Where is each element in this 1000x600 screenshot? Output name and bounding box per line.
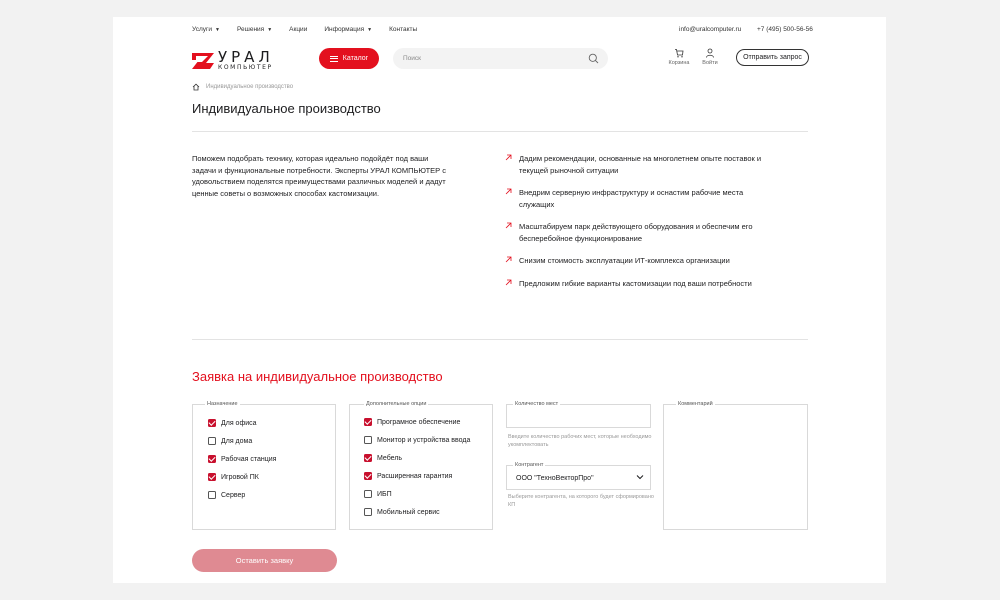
contractor-value: ООО "ТехноВекторПро" [516,475,594,482]
benefit-item: Масштабируем парк действующего оборудования и обеспечим его бесперебойное функционирование [505,221,765,244]
page-title: Индивидуальное производство [192,101,381,116]
checkbox-box [208,491,216,499]
breadcrumb-current: Индивидуальное производство [206,84,294,90]
purpose-home-checkbox[interactable]: Для дома [208,437,252,445]
logo-text-top: УРАЛ [218,48,274,66]
extras-mobile-service-checkbox[interactable]: Мобильный сервис [364,508,440,516]
benefit-item: Снизим стоимость эксплуатации ИТ-комплекса организации [505,255,765,267]
checkbox-box [364,472,372,480]
workplaces-field[interactable] [506,401,651,428]
extras-furniture-checkbox[interactable]: Мебель [364,454,402,462]
breadcrumb [192,83,293,91]
arrow-up-right-icon [505,256,512,263]
checkbox-box [364,436,372,444]
catalog-button[interactable] [319,48,379,69]
benefit-item: Предложим гибкие варианты кастомизации под ваши потребности [505,278,765,290]
benefit-item: Дадим рекомендации, основанные на многолетнем опыте поставок и текущей рыночной ситуации [505,153,765,176]
extras-warranty-checkbox[interactable]: Расширенная гарантия [364,472,452,480]
search-icon[interactable] [588,53,599,64]
comment-legend: Комментарий [678,401,713,407]
purpose-legend: Назначение [207,401,238,407]
search-input[interactable] [403,53,583,64]
nav-services[interactable]: Услуги ▼ [192,26,220,33]
intro-text: Поможем подобрать технику, которая идеально подойдёт под ваши задачи и функциональные потребности. Эксперты УРАЛ КОМПЬЮТЕР с удовольствием поделятся преимуществами различных моделей и дадут ценные советы о возможных способах кастомизации. [192,154,447,198]
login-label: Войти [702,60,718,66]
nav-information[interactable]: Информация ▼ [324,26,373,33]
form-title: Заявка на индивидуальное производство [192,369,443,384]
checkbox-box [364,454,372,462]
checkbox-box [364,508,372,516]
checkbox-box [208,473,216,481]
workplaces-hint: Введите количество рабочих мест, которые необходимо укомплектовать [508,434,652,448]
extras-software-checkbox[interactable]: Програмное обеспечение [364,418,460,426]
extras-monitor-checkbox[interactable]: Монитор и устройства ввода [364,436,470,444]
submit-request-button[interactable]: Оставить заявку [192,549,337,572]
purpose-server-checkbox[interactable]: Сервер [208,491,245,499]
send-request-button[interactable]: Отправить запрос [736,49,809,66]
purpose-gaming-checkbox[interactable]: Игровой ПК [208,473,259,481]
checkbox-box [364,418,372,426]
extras-group [349,401,493,530]
home-icon[interactable] [192,83,200,91]
arrow-up-right-icon [505,222,512,229]
caret-down-icon: ▼ [215,26,220,33]
menu-icon [330,56,338,62]
cart-link[interactable] [664,48,694,66]
extras-legend: Дополнительные опции [366,401,427,407]
cart-label: Корзина [668,60,690,66]
arrow-up-right-icon [505,188,512,195]
search-bar [393,48,608,69]
extras-ups-checkbox[interactable]: ИБП [364,490,392,498]
comment-field[interactable] [663,401,808,530]
contractor-hint: Выберите контрагента, на которого будет сформировано КП [508,494,654,508]
purpose-group [192,401,336,530]
checkbox-box [208,455,216,463]
top-nav [113,17,886,45]
workplaces-legend: Количество мест [515,401,559,407]
logo-text-bottom: КОМПЬЮТЕР [218,64,273,71]
benefit-item: Внедрим серверную инфраструктуру и оснастим рабочие места служащих [505,187,765,210]
top-nav-links [192,26,434,33]
chevron-down-icon [636,474,644,480]
checkbox-box [364,490,372,498]
user-icon [705,48,715,58]
caret-down-icon: ▼ [367,26,373,33]
caret-down-icon: ▼ [267,26,273,33]
catalog-label: Каталог [342,55,369,62]
purpose-workstation-checkbox[interactable]: Рабочая станция [208,455,276,463]
benefits-list [505,153,765,300]
divider [192,131,808,132]
nav-promotions[interactable]: Акции [289,26,308,33]
checkbox-box [208,437,216,445]
logo[interactable] [192,48,310,71]
contact-email[interactable]: info@uralcomputer.ru [679,26,742,33]
contractor-select[interactable] [506,462,651,490]
arrow-up-right-icon [505,154,512,161]
page [113,17,886,583]
divider [192,339,808,340]
contact-phone[interactable]: +7 (495) 500-56-56 [757,26,813,33]
cart-icon [674,48,684,58]
purpose-office-checkbox[interactable]: Для офиса [208,419,257,427]
nav-contacts[interactable]: Контакты [389,26,418,33]
arrow-up-right-icon [505,279,512,286]
checkbox-box [208,419,216,427]
nav-solutions[interactable]: Решения ▼ [236,26,273,33]
contractor-legend: Контрагент [515,462,544,468]
login-link[interactable] [695,48,725,66]
